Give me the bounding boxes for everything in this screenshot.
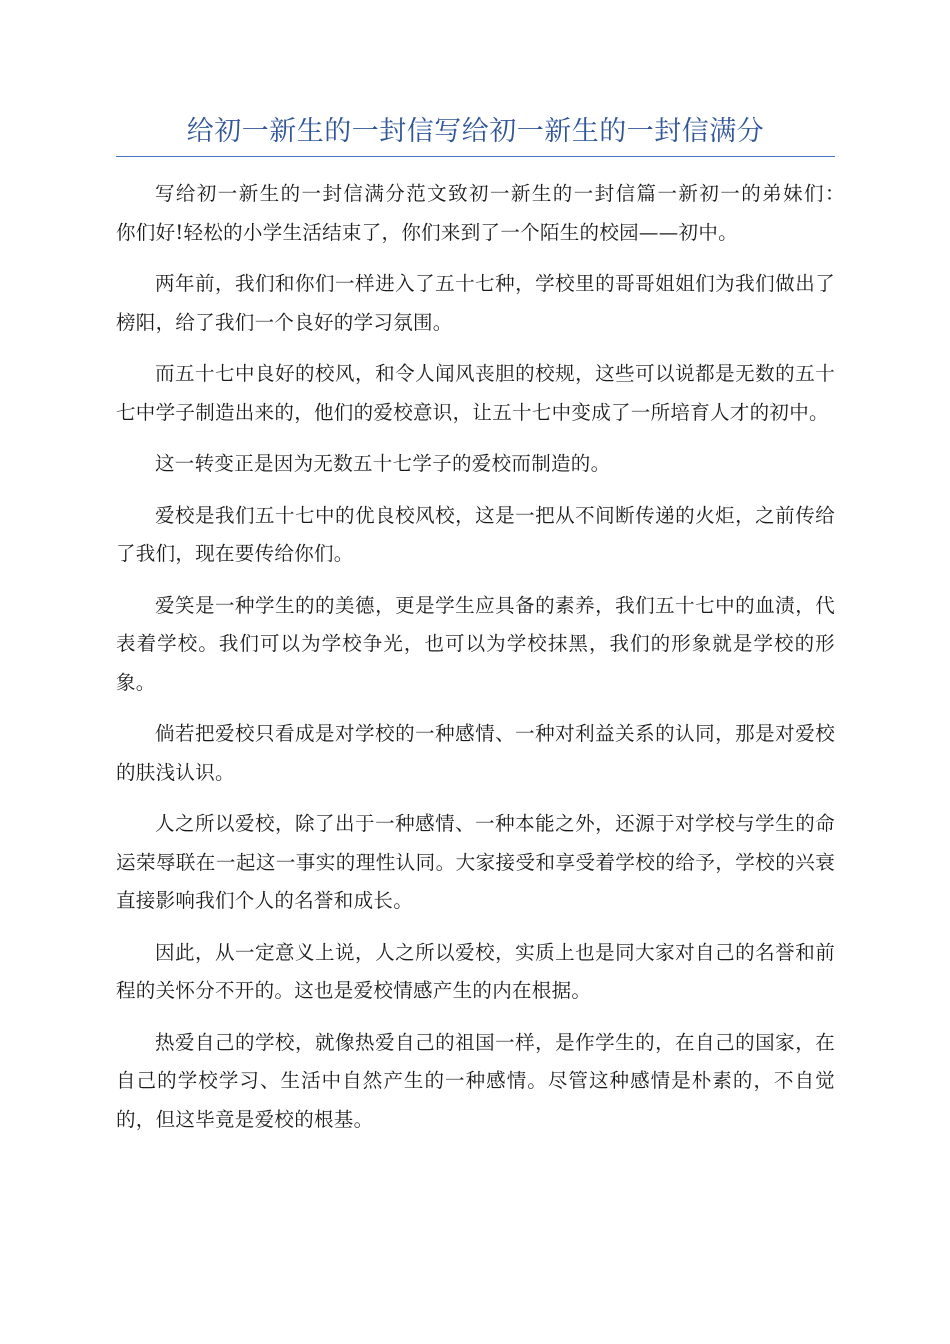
title-underline [116,156,835,157]
document-title: 给初一新生的一封信写给初一新生的一封信满分 [186,116,765,147]
paragraph-4: 这一转变正是因为无数五十七学子的爱校而制造的。 [155,452,611,475]
paragraph-9: 因此，从一定意义上说，人之所以爱校，实质上也是同大家对自己的名誉和前程的关怀分不开的。这也是爱校情感产生的内在根据。 [116,940,835,1002]
paragraph-6: 爱笑是一种学生的的美德，更是学生应具备的素养，我们五十七中的血渍，代表着学校。我们可以为学校争光，也可以为学校抹黑，我们的形象就是学校的形象。 [116,593,835,694]
paragraph-3: 而五十七中良好的校风，和令人闻风丧胆的校规，这些可以说都是无数的五十七中学子制造出来的，他们的爱校意识，让五十七中变成了一所培育人才的初中。 [116,362,835,424]
paragraph-5: 爱校是我们五十七中的优良校风校，这是一把从不间断传递的火炬，之前传给了我们，现在要传给你们。 [116,503,835,565]
paragraph-2: 两年前，我们和你们一样进入了五十七种，学校里的哥哥姐姐们为我们做出了榜阳，给了我们一个良好的学习氛围。 [116,272,835,334]
paragraph-7: 倘若把爱校只看成是对学校的一种感情、一种对利益关系的认同，那是对爱校的肤浅认识。 [116,722,835,784]
document-body [116,175,875,1139]
paragraph-8: 人之所以爱校，除了出于一种感情、一种本能之外，还源于对学校与学生的命运荣辱联在一起这一事实的理性认同。大家接受和享受着学校的给予，学校的兴衰直接影响我们个人的名誉和成长。 [116,812,835,912]
paragraph-1: 写给初一新生的一封信满分范文致初一新生的一封信篇一新初一的弟妹们： 你们好!轻松的小学生活结束了，你们来到了一个陌生的校园——初中。 [116,182,875,244]
document-page [116,110,875,1152]
paragraph-10: 热爱自己的学校，就像热爱自己的祖国一样，是作学生的，在自己的国家，在自己的学校学习、生活中自然产生的一种感情。尽管这种感情是朴素的，不自觉的，但这毕竟是爱校的根基。 [116,1030,835,1131]
